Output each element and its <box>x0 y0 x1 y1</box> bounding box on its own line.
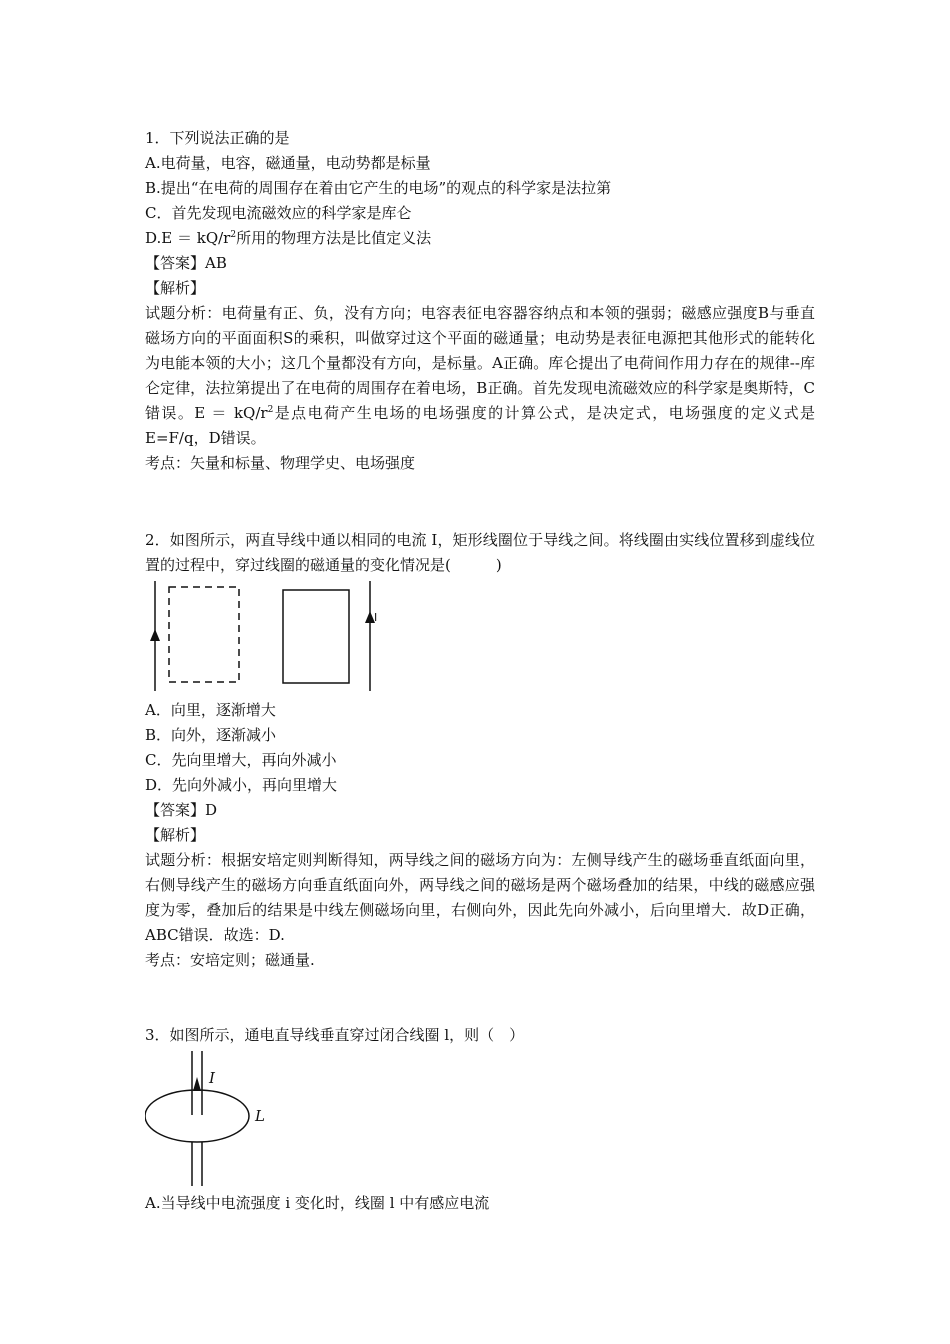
coil-ellipse <box>145 1090 249 1142</box>
q3-stem: 3．如图所示，通电直导线垂直穿过闭合线圈 l，则（ ） <box>145 1026 525 1044</box>
q2-analysis-label: 【解析】 <box>145 826 206 844</box>
q2-option-a: A．向里，逐渐增大 <box>145 701 276 719</box>
q2-figure <box>145 581 385 693</box>
q1-stem: 1．下列说法正确的是 <box>145 129 290 147</box>
q2-stem: 2．如图所示，两直导线中通以相同的电流 I，矩形线圈位于导线之间。将线圈由实线位置移到虚线位置的过程中，穿过线圈的磁通量的变化情况是( ) <box>145 531 815 574</box>
q2-answer: 【答案】D <box>145 801 218 819</box>
q1-option-c: C．首先发现电流磁效应的科学家是库仑 <box>145 204 412 222</box>
q2-option-d: D．先向外减小，再向里增大 <box>145 776 338 794</box>
q3-option-a: A.当导线中电流强度 i 变化时，线圈 l 中有感应电流 <box>145 1194 490 1212</box>
q1-analysis-exponent: 2 <box>267 405 274 415</box>
q1-answer: 【答案】AB <box>145 254 227 272</box>
solid-coil <box>283 590 349 683</box>
q1-option-d-prefix: D.E ＝ kQ/r <box>145 229 231 247</box>
q2-option-c: C．先向里增大，再向外减小 <box>145 751 337 769</box>
q3-coil-label: L <box>255 1107 265 1125</box>
q3-figure <box>145 1051 275 1186</box>
document-page <box>145 126 815 1216</box>
q1-analysis <box>145 301 815 451</box>
q3-current-label: I <box>209 1069 215 1087</box>
q2-analysis: 试题分析：根据安培定则判断得知，两导线之间的磁场方向为：左侧导线产生的磁场垂直纸面向里，右侧导线产生的磁场方向垂直纸面向外，两导线之间的磁场是两个磁场叠加的结果，中线的磁感应强度为零，叠加后的结果是中线左侧磁场向里，右侧向外，因此先向外减小，后向里增大．故D正确，ABC错误．故选：D. <box>145 851 815 944</box>
q1-option-d <box>145 226 815 251</box>
q1-option-d-suffix: 所用的物理方法是比值定义法 <box>236 229 432 247</box>
q3-current-arrow-icon <box>193 1077 201 1091</box>
q1-option-b: B.提出“在电荷的周围存在着由它产生的电场”的观点的科学家是法拉第 <box>145 179 612 197</box>
dashed-coil <box>169 587 239 682</box>
left-current-arrow-icon <box>150 629 160 641</box>
q2-current-label: I <box>374 611 378 624</box>
q1-option-a: A.电荷量，电容，磁通量，电动势都是标量 <box>145 154 431 172</box>
q2-option-b: B．向外，逐渐减小 <box>145 726 277 744</box>
q2-kaodian: 考点：安培定则；磁通量. <box>145 951 315 969</box>
q1-kaodian: 考点：矢量和标量、物理学史、电场强度 <box>145 454 416 472</box>
q1-analysis-text-1: 试题分析：电荷量有正、负，没有方向；电容表征电容器容纳点和本领的强弱；磁感应强度B与垂直磁场方向的平面面积S的乘积，叫做穿过这个平面的磁通量；电动势是表征电源把其他形式的能转化为电能本领的大小；这几个量都没有方向，是标量。A正确。库仑提出了电荷间作用力存在的规律--库仑定律，法拉第提出了在电荷的周围存在着电场，B正确。首先发现电流磁效应的科学家是奥斯特，C错误。E ＝ kQ/r <box>145 304 815 422</box>
q1-option-d-exponent: 2 <box>230 230 237 240</box>
q1-analysis-label: 【解析】 <box>145 279 206 297</box>
q1-analysis-text-2: 是点电荷产生电场的电场强度的计算公式，是决定式，电场强度的定义式是E=F/q，D错误。 <box>145 404 815 447</box>
